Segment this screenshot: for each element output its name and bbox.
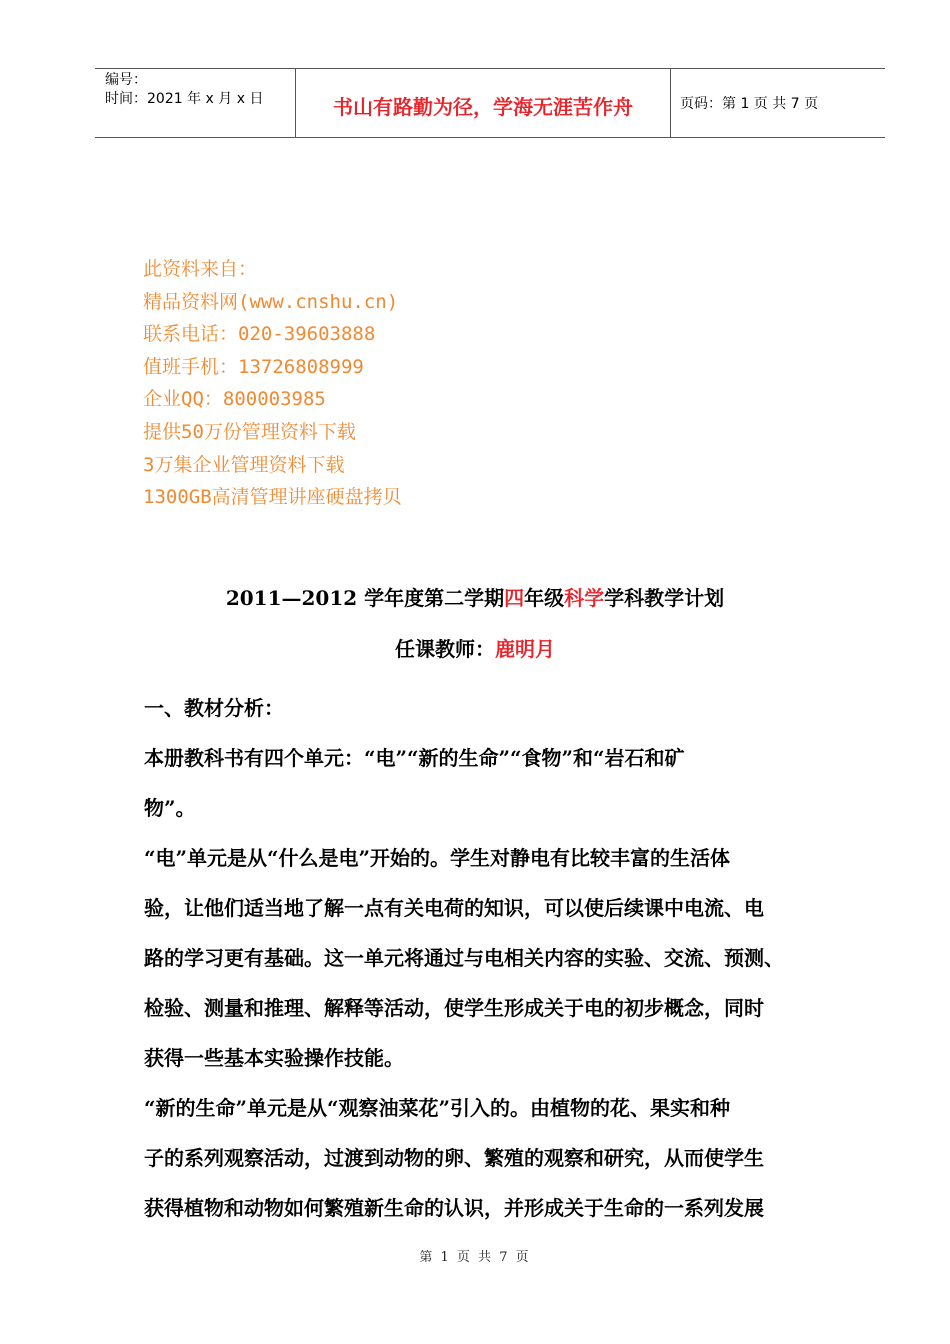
header-page-info: 页码：第 1 页 共 7 页: [680, 96, 819, 112]
title-subject: 科学: [564, 586, 605, 610]
body-line: “新的生命”单元是从“观察油菜花”引入的。由植物的花、果实和种: [144, 1096, 731, 1120]
title-prefix: 2011—2012 学年度第二学期: [225, 586, 505, 610]
header-slogan: 书山有路勤为径，学海无涯苦作舟: [333, 95, 633, 119]
teacher-line: [0, 633, 950, 662]
header-slogan-cell: [295, 69, 671, 137]
advert-line: 此资料来自：: [143, 258, 258, 280]
title-mid: 年级: [524, 586, 565, 610]
title-grade: 四: [504, 586, 525, 610]
body-line: 本册教科书有四个单元：“电”“新的生命”“食物”和“岩石和矿: [144, 746, 685, 770]
advert-line: 提供50万份管理资料下载: [143, 420, 356, 443]
teacher-name: 鹿明月: [495, 637, 555, 661]
advert-line: 值班手机：13726808999: [143, 355, 364, 378]
header-page-cell: [670, 69, 885, 137]
body-line: 获得一些基本实验操作技能。: [144, 1046, 404, 1070]
advert-block: [143, 253, 402, 514]
document-number-label: 编号：: [105, 72, 147, 88]
body-line: 子的系列观察活动，过渡到动物的卵、繁殖的观察和研究，从而使学生: [144, 1146, 764, 1170]
advert-line: 1300GB高清管理讲座硬盘拷贝: [143, 486, 402, 509]
title-suffix: 学科教学计划: [604, 586, 725, 610]
advert-line: 精品资料网(www.cnshu.cn): [143, 290, 399, 313]
body-line: 获得植物和动物如何繁殖新生命的认识，并形成关于生命的一系列发展: [144, 1196, 764, 1220]
header-table: [95, 68, 885, 138]
body-line: 验，让他们适当地了解一点有关电荷的知识，可以使后续课中电流、电: [144, 896, 764, 920]
teacher-label: 任课教师：: [395, 637, 495, 661]
document-body: [144, 683, 854, 1233]
header-meta-cell: [95, 69, 295, 137]
body-line: 路的学习更有基础。这一单元将通过与电相关内容的实验、交流、预测、: [144, 946, 784, 970]
section-heading: 一、教材分析：: [144, 696, 284, 720]
document-title: [0, 582, 950, 611]
advert-line: 3万集企业管理资料下载: [143, 453, 345, 476]
advert-line: 企业QQ：800003985: [143, 388, 326, 411]
document-time-label: 时间：2021 年 x 月 x 日: [105, 91, 264, 107]
body-line: “电”单元是从“什么是电”开始的。学生对静电有比较丰富的生活体: [144, 846, 731, 870]
body-line: 物”。: [144, 796, 196, 820]
body-line: 检验、测量和推理、解释等活动，使学生形成关于电的初步概念，同时: [144, 996, 764, 1020]
advert-line: 联系电话：020-39603888: [143, 323, 376, 346]
page-footer: 第 1 页 共 7 页: [419, 1250, 531, 1265]
